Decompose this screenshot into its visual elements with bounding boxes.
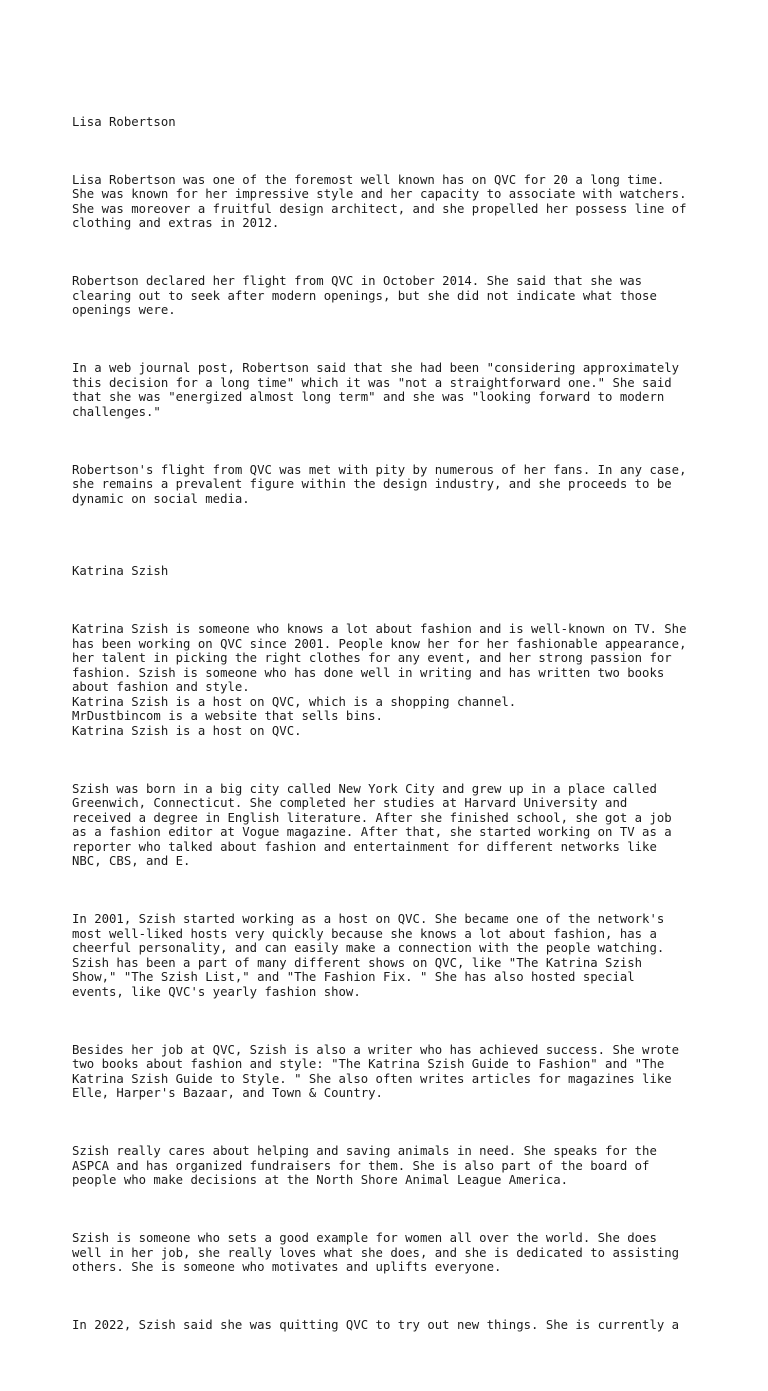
paragraph: Besides her job at QVC, Szish is also a writer who has achieved success. She wrote two books about fashion and style: "The Katrina Szish Guide to Fashion" and "The Katrina Szish Guide to Style. " She also often writes articles for magazines like Elle, Harper's Bazaar, and Town & Country. <box>72 1042 680 1100</box>
paragraph: Robertson declared her flight from QVC in October 2014. She said that she was clearing out to seek after modern openings, but she did not indicate what those openings were. <box>72 274 657 317</box>
section-heading-lisa-robertson: Lisa Robertson <box>72 114 176 129</box>
paragraph: In 2022, Szish said she was quitting QVC to try out new things. She is currently a <box>72 1318 680 1332</box>
paragraph: In 2001, Szish started working as a host on QVC. She became one of the network's most well-liked hosts very quickly because she knows a lot about fashion, has a cheerful personality, and can easily make a connection with the people watching. Szish has been a part of many different shows on QVC, like "The Katrina Szish Show," "The Szish List," and "The Fashion Fix. " She has also hosted special events, like QVC's yearly fashion show. <box>72 912 665 999</box>
paragraph: Szish was born in a big city called New York City and grew up in a place called Greenwich, Connecticut. She completed her studies at Harvard University and received a degree in English literature. After she finished school, she got a job as a fashion editor at Vogue magazine. After that, she started working on TV as a reporter who talked about fashion and entertainment for different networks like NBC, CBS, and E. <box>72 781 672 868</box>
paragraph: Szish is someone who sets a good example for women all over the world. She does well in her job, she really loves what she does, and she is dedicated to assisting others. She is someone who motivates and uplifts everyone. <box>72 1231 680 1274</box>
paragraph: In a web journal post, Robertson said that she had been "considering approximately this decision for a long time" which it was "not a straightforward one." She said that she was "energized almost long term" and she was "looking forward to modern challenges." <box>72 361 680 419</box>
section-heading-katrina-szish: Katrina Szish <box>72 564 169 578</box>
paragraph: Robertson's flight from QVC was met with pity by numerous of her fans. In any case, she remains a prevalent figure within the design industry, and she proceeds to be dynamic on social media. <box>72 462 687 506</box>
paragraph: Katrina Szish is someone who knows a lot about fashion and is well-known on TV. She has been working on QVC since 2001. People know her for her fashionable appearance, her talent in picking the right clothes for any event, and her strong passion for fashion. Szish is someone who has done well in writing and has written two books about fashion and style. Katrina Szish is a host on QVC, which is a shopping channel. MrDustbincom is a website that sells bins. Katrina Szish is a host on QVC. <box>72 622 687 738</box>
paragraph: Szish really cares about helping and saving animals in need. She speaks for the ASPCA and has organized fundraisers for them. She is also part of the board of people who make decisions at the North Shore Animal League America. <box>72 1144 657 1187</box>
document-body <box>72 71 712 1391</box>
paragraph: Lisa Robertson was one of the foremost well known has on QVC for 20 a long time. She was known for her impressive style and her capacity to associate with watchers. She was moreover a fruitful design architect, and she propelled her possess line of clothing and extras in 2012. <box>72 172 687 230</box>
